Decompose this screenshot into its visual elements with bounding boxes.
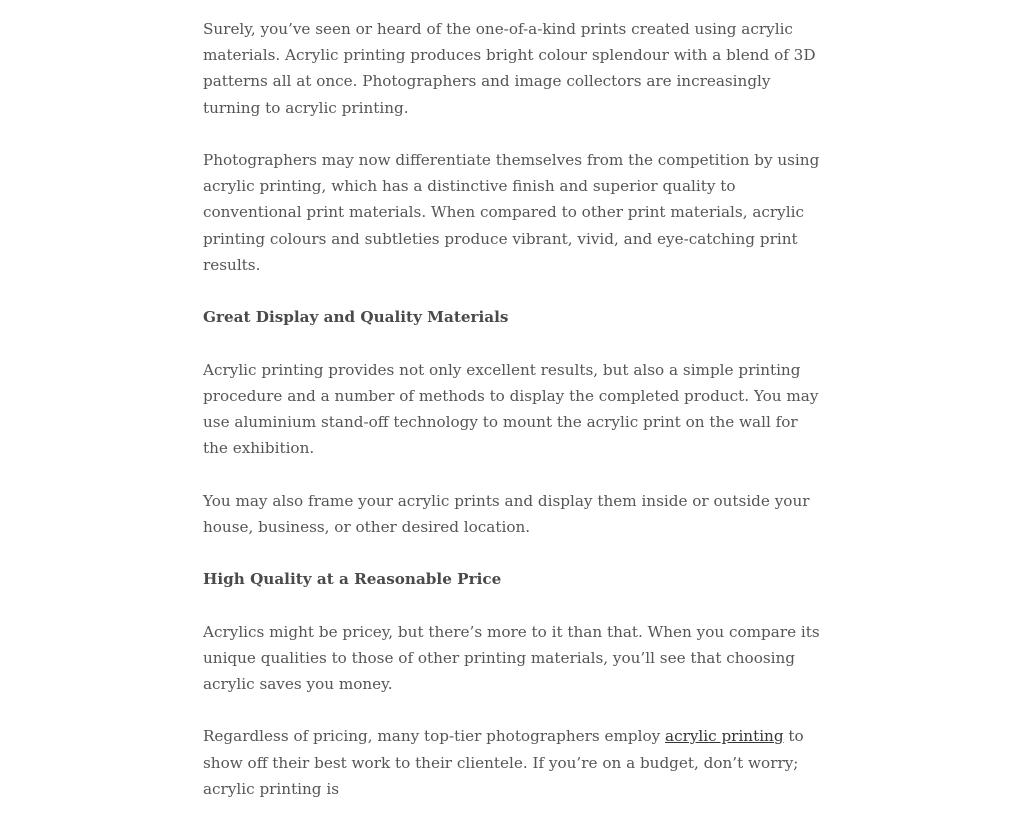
paragraph-top-tier bbox=[203, 723, 825, 802]
paragraph-framing: You may also frame your acrylic prints and display them inside or outside your house, business, or other desired location. bbox=[203, 491, 810, 536]
paragraph-text-before-link: Regardless of pricing, many top-tier photographers employ bbox=[203, 727, 666, 746]
section-heading-price: High Quality at a Reasonable Price bbox=[203, 570, 502, 589]
section-heading-display: Great Display and Quality Materials bbox=[203, 308, 509, 327]
paragraph-text-after-link: to show off their best work to their clientele. If you’re on a budget, don’t worry; acrylic printing is bbox=[203, 727, 804, 798]
paragraph-photographers: Photographers may now differentiate themselves from the competition by using acrylic printing, which has a distinctive finish and superior quality to conventional print materials. When compared to other print materials, acrylic printing colours and subtleties produce vibrant, vivid, and eye-catching print results. bbox=[203, 151, 820, 274]
article-body bbox=[203, 16, 825, 828]
paragraph-pricing: Acrylics might be pricey, but there’s more to it than that. When you compare its unique qualities to those of other printing materials, you’ll see that choosing acrylic saves you money. bbox=[203, 622, 820, 693]
paragraph-intro: Surely, you’ve seen or heard of the one-of-a-kind prints created using acrylic materials. Acrylic printing produces bright colour splendour with a blend of 3D patterns all at once. Photographers and image collectors are increasingly turning to acrylic printing. bbox=[203, 20, 816, 117]
paragraph-display-methods: Acrylic printing provides not only excellent results, but also a simple printing procedure and a number of methods to display the completed product. You may use aluminium stand-off technology to mount the acrylic print on the wall for the exhibition. bbox=[203, 360, 819, 458]
acrylic-printing-link[interactable]: acrylic printing bbox=[665, 727, 784, 746]
